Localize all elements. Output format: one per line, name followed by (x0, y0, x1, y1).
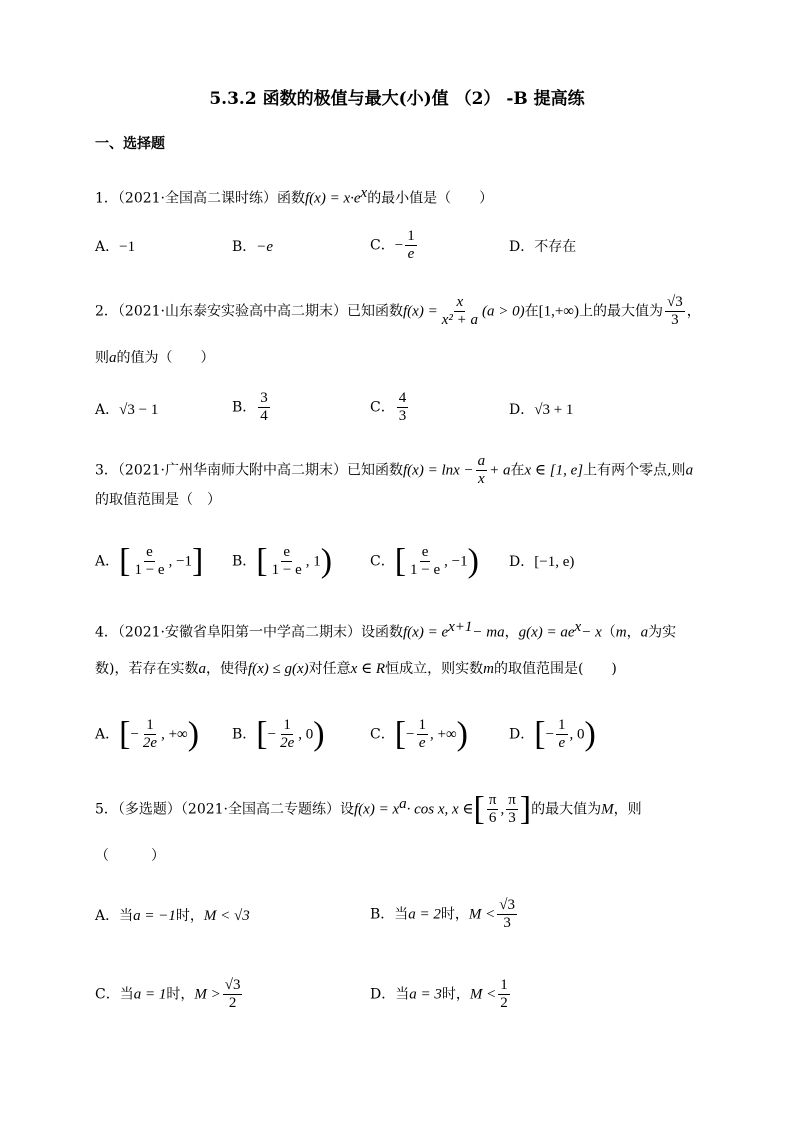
q5-option-b[interactable]: B．当a = 2时，M < $\frac{√3}{3}$ (370, 897, 516, 931)
q4-option-c[interactable]: C．[− $\frac{1}{e}$ , +∞) (370, 715, 468, 753)
section-heading: 一、选择题 (95, 136, 165, 152)
q1-option-a[interactable]: A．−1 (95, 239, 136, 255)
q4-option-d[interactable]: D．[− $\frac{1}{e}$ , 0) (509, 715, 596, 753)
q3-option-d[interactable]: D．[−1, e) (509, 554, 575, 570)
q3-option-c[interactable]: C．[ $\frac{e}{1 - e}$ , −1) (370, 542, 479, 580)
question-1-stem: 1．（2021·全国高二课时练）函数$f(x) = x\cdot e^x$的最小值是（ ） (95, 185, 494, 207)
q1-option-c[interactable]: C．− $\frac{1}{e}$ (370, 228, 415, 262)
q5-option-d[interactable]: D．当a = 3时，M < $\frac{1}{2}$ (370, 977, 508, 1011)
q4-option-a[interactable]: A．[− $\frac{1}{2e}$ , +∞) (95, 715, 200, 753)
q2-option-d[interactable]: D．√3 + 1 (509, 402, 574, 418)
q1-option-d[interactable]: D．不存在 (509, 239, 577, 255)
question-4-stem: 4．（2021·安徽省阜阳第一中学高二期末）设函数$f(x) = e^{x+1}-$ ma，$g(x) = ae^x- x(m$，a为实 (95, 619, 677, 641)
question-3-stem: 3．（2021·广州华南师大附中高二期末）已知函数f(x) = lnx − $\frac{a}{x}$ + a在x ∈ [1, e]上有两个零点,则a (95, 453, 694, 487)
question-5-line2: （ ） (95, 848, 165, 864)
question-2-stem: 2．（2021·山东泰安实验高中高二期末）已知函数f(x) = $\frac{x}{\text{x² + a}}$ (a > 0)在[1,+∞)上的最大值为 $\frac{√3}{3}$ ， (95, 294, 701, 328)
q3-option-b[interactable]: B．[ $\frac{e}{1 - e}$ , 1) (232, 542, 333, 580)
question-2-line2: 则a的值为（ ） (95, 350, 215, 366)
q4-option-b[interactable]: B．[− $\frac{1}{2e}$ , 0) (232, 715, 325, 753)
question-3-line2: 的取值范围是（ ） (95, 492, 221, 508)
q1-option-b[interactable]: B．−e (232, 239, 274, 255)
question-5-stem: 5．（多选题）（2021·全国高二专题练）设$f(x) = x^a\cdot \cos x$, x ∈[ $\frac{\pi}{6}$ , $\frac{\pi}{3}$ ]的最大值为M，则 (95, 790, 642, 828)
q5-option-a[interactable]: A．当a = −1时，M < √3 (95, 908, 250, 924)
question-4-line2: 数)，若存在实数a，使得f(x) ≤ g(x)对任意x ∈ R恒成立，则实数m的取值范围是( ) (95, 661, 617, 677)
q3-option-a[interactable]: A．[ $\frac{e}{1 - e}$ , −1] (95, 542, 204, 580)
q5-option-c[interactable]: C．当a = 1时，M > $\frac{√3}{2}$ (95, 977, 241, 1011)
q2-option-b[interactable]: B． $\frac{3}{4}$ (232, 390, 268, 424)
q2-option-a[interactable]: A．√3 − 1 (95, 402, 159, 418)
q2-option-c[interactable]: C． $\frac{4}{3}$ (370, 390, 407, 424)
page-title: 5.3.2 函数的极值与最大(小)值 （2） -B 提高练 (209, 89, 585, 109)
